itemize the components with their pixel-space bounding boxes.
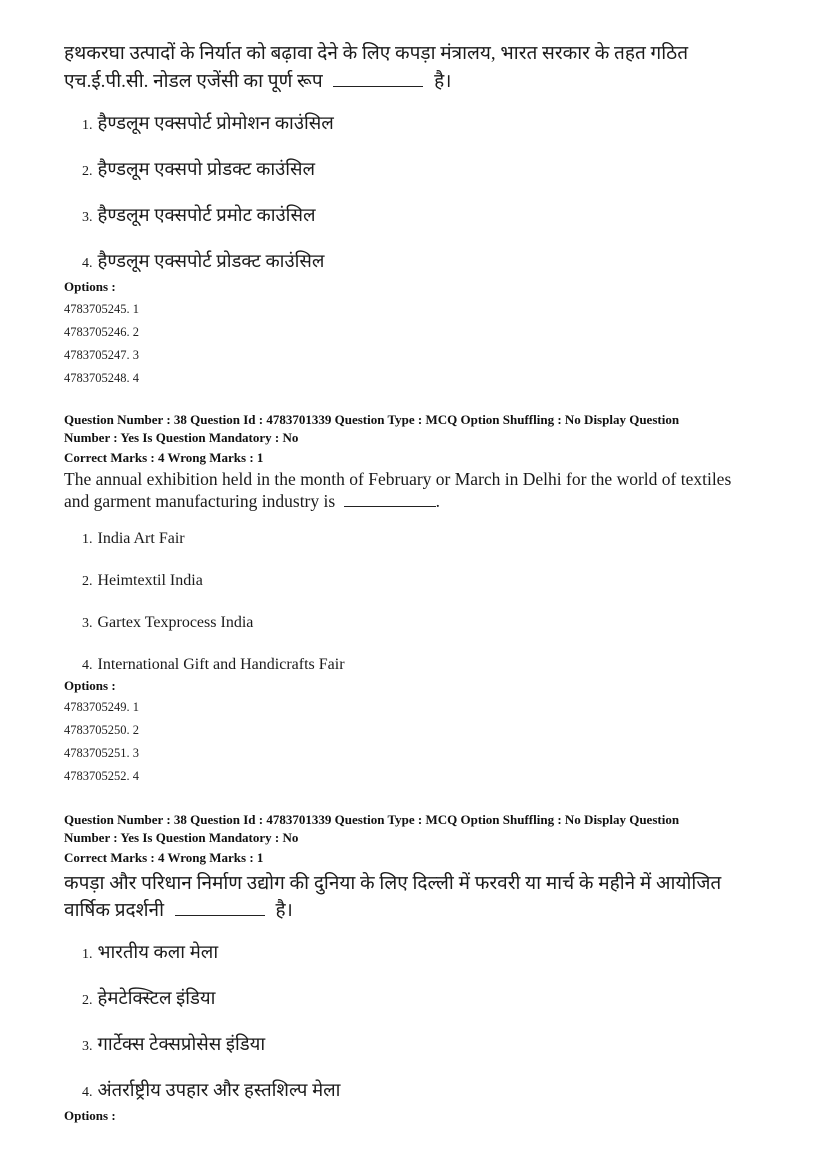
q1-choice-1: 1. हैण्डलूम एक्सपोर्ट प्रोमोशन काउंसिल <box>82 114 334 134</box>
q1-options-label: Options : <box>64 279 116 294</box>
q1-question-line2 <box>64 68 451 95</box>
q1-choice-2: 2. हैण्डलूम एक्सपो प्रोडक्ट काउंसिल <box>82 160 316 180</box>
q2-choice-2: 2. Heimtextil India <box>82 572 203 589</box>
q1-choice-4: 4. हैण्डलूम एक्सपोर्ट प्रोडक्ट काउंसिल <box>82 252 325 272</box>
q2-meta-line1: Question Number : 38 Question Id : 4783701339 Question Type : MCQ Option Shuffling : No Display Question <box>64 412 680 427</box>
q3-meta-line3: Correct Marks : 4 Wrong Marks : 1 <box>64 850 264 865</box>
q1-option-id-3: 4783705247. 3 <box>64 348 139 362</box>
q3-choice-2: 2. हेमटेक्स्टिल इंडिया <box>82 989 216 1009</box>
q3-choice-1: 1. भारतीय कला मेला <box>82 943 219 963</box>
q3-options-label: Options : <box>64 1108 116 1123</box>
q2-question-line2-post: . <box>435 491 440 511</box>
q1-question-line2-post: है। <box>434 71 452 92</box>
q2-option-id-4: 4783705252. 4 <box>64 769 139 783</box>
q1-question-line2-pre: एच.ई.पी.सी. नोडल एजेंसी का पूर्ण रूप <box>64 71 323 92</box>
q1-option-id-2: 4783705246. 2 <box>64 325 139 339</box>
q1-option-id-4: 4783705248. 4 <box>64 371 139 385</box>
q2-option-id-2: 4783705250. 2 <box>64 723 139 737</box>
q3-question-line2-pre: वार्षिक प्रदर्शनी <box>64 900 165 921</box>
q2-meta-line2: Number : Yes Is Question Mandatory : No <box>64 430 299 445</box>
q3-question-line1: कपड़ा और परिधान निर्माण उद्योग की दुनिया के लिए दिल्ली में फरवरी या मार्च के महीने में आयोजित <box>64 873 722 894</box>
q2-choice-3: 3. Gartex Texprocess India <box>82 614 254 631</box>
q3-meta-line2: Number : Yes Is Question Mandatory : No <box>64 830 299 845</box>
q2-option-id-1: 4783705249. 1 <box>64 700 139 714</box>
q2-question-line2-pre: and garment manufacturing industry is <box>64 491 336 511</box>
q3-question-line2 <box>64 897 293 924</box>
q1-option-id-1: 4783705245. 1 <box>64 302 139 316</box>
q2-options-label: Options : <box>64 678 116 693</box>
answer-blank <box>175 914 265 916</box>
q2-option-id-3: 4783705251. 3 <box>64 746 139 760</box>
q2-question-line2 <box>64 490 440 512</box>
q3-choice-4: 4. अंतर्राष्ट्रीय उपहार और हस्तशिल्प मेला <box>82 1081 341 1101</box>
q2-choice-1: 1. India Art Fair <box>82 530 185 547</box>
q1-question-line1: हथकरघा उत्पादों के निर्यात को बढ़ावा देने के लिए कपड़ा मंत्रालय, भारत सरकार के तहत गठित <box>64 43 689 64</box>
q3-meta-line1: Question Number : 38 Question Id : 4783701339 Question Type : MCQ Option Shuffling : No Display Question <box>64 812 680 827</box>
q1-choice-3: 3. हैण्डलूम एक्सपोर्ट प्रमोट काउंसिल <box>82 206 316 226</box>
q2-question-line1: The annual exhibition held in the month of February or March in Delhi for the world of textiles <box>64 469 732 489</box>
q2-meta-line3: Correct Marks : 4 Wrong Marks : 1 <box>64 450 264 465</box>
q2-choice-4: 4. International Gift and Handicrafts Fair <box>82 656 345 673</box>
answer-blank <box>333 85 423 87</box>
answer-blank <box>344 505 436 507</box>
q3-choice-3: 3. गार्टेक्स टेक्सप्रोसेस इंडिया <box>82 1035 266 1055</box>
q3-question-line2-post: है। <box>275 900 293 921</box>
